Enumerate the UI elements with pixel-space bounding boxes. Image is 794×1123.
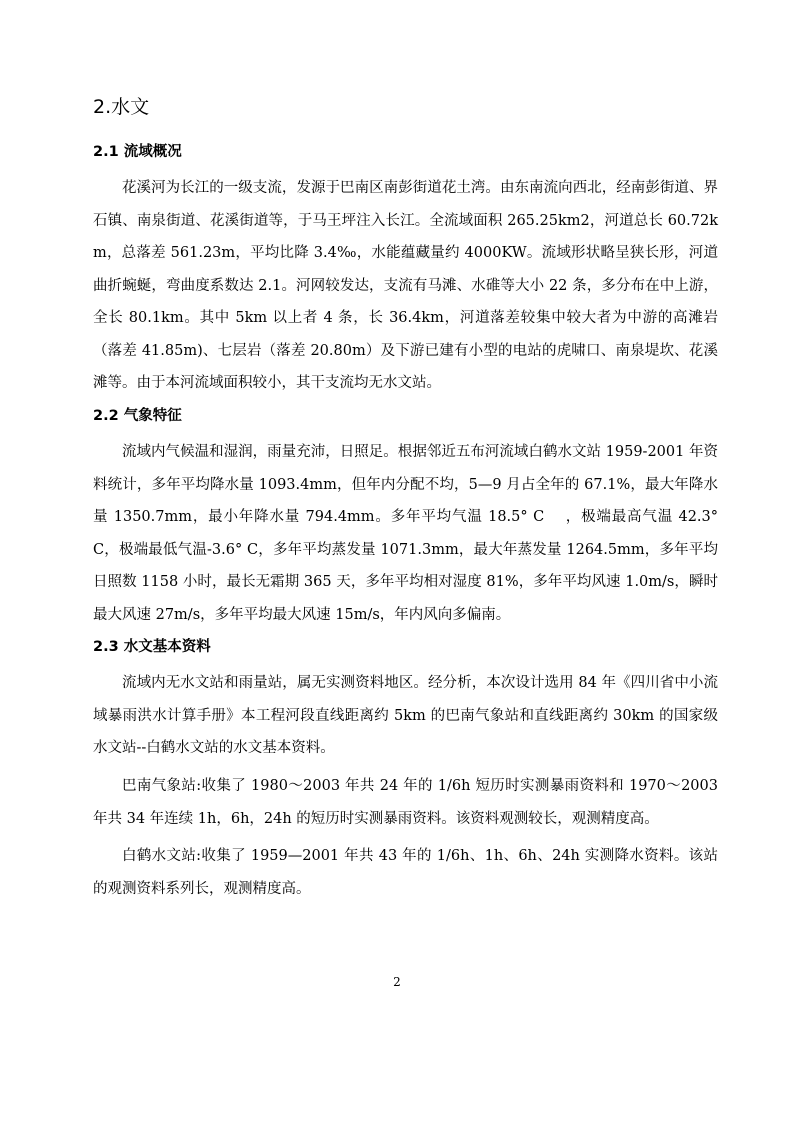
paragraph-baihe-hydrology-station: 白鹤水文站:收集了 1959—2001 年共 43 年的 1/6h、1h、6h、24h 实测降水资料。该站的观测资料系列长，观测精度高。 (93, 848, 718, 897)
section-title: 2.水文 (93, 96, 150, 118)
subsection-heading-2-2: 2.2 气象特征 (93, 408, 182, 424)
paragraph-banan-weather-station: 巴南气象站:收集了 1980～2003 年共 24 年的 1/6h 短历时实测暴雨资料和 1970～2003 年共 34 年连续 1h，6h，24h 的短历时实测暴雨资料。该资料观测较长，观测精度高。 (93, 778, 718, 827)
subsection-heading-2-3: 2.3 水文基本资料 (93, 639, 211, 655)
paragraph-watershed-overview: 花溪河为长江的一级支流，发源于巴南区南彭街道花土湾。由东南流向西北，经南彭街道、界石镇、南泉街道、花溪街道等，于马王坪注入长江。全流域面积 265.25km2，河道总长 60.72km，总落差 561.23m，平均比降 3.4‰，水能蕴藏量约 4000KW。流域形状略呈狭长形，河道曲折蜿蜒，弯曲度系数达 2.1。河网较发达，支流有马滩、水碓等大小 22 条，多分布在中上游，全长 80.1km。其中 5km 以上者 4 条，长 36.4km，河道落差较集中较大者为中游的高滩岩（落差 41.85m)、七层岩（落差 20.80m）及下游已建有小型的电站的虎啸口、南泉堤坎、花溪滩等。由于本河流域面积较小，其干支流均无水文站。 (93, 180, 718, 391)
page-number: 2 (393, 975, 401, 989)
subsection-heading-2-1: 2.1 流域概况 (93, 144, 182, 160)
paragraph-climate-features: 流域内气候温和湿润，雨量充沛，日照足。根据邻近五布河流域白鹤水文站 1959-2001 年资料统计，多年平均降水量 1093.4mm，但年内分配不均，5—9 月占全年的 67.1%，最大年降水量 1350.7mm，最小年降水量 794.4mm。多年平均气温 18.5° C ，极端最高气温 42.3° C，极端最低气温-3.6° C，多年平均蒸发量 1071.3mm，最大年蒸发量 1264.5mm，多年平均日照数 1158 小时，最长无霜期 365 天，多年平均相对湿度 81%，多年平均风速 1.0m/s，瞬时最大风速 27m/s，多年平均最大风速 15m/s，年内风向多偏南。 (93, 444, 718, 623)
paragraph-hydrology-data-intro: 流域内无水文站和雨量站，属无实测资料地区。经分析，本次设计选用 84 年《四川省中小流域暴雨洪水计算手册》本工程河段直线距离约 5km 的巴南气象站和直线距离约 30km 的国家级水文站--白鹤水文站的水文基本资料。 (93, 675, 718, 756)
